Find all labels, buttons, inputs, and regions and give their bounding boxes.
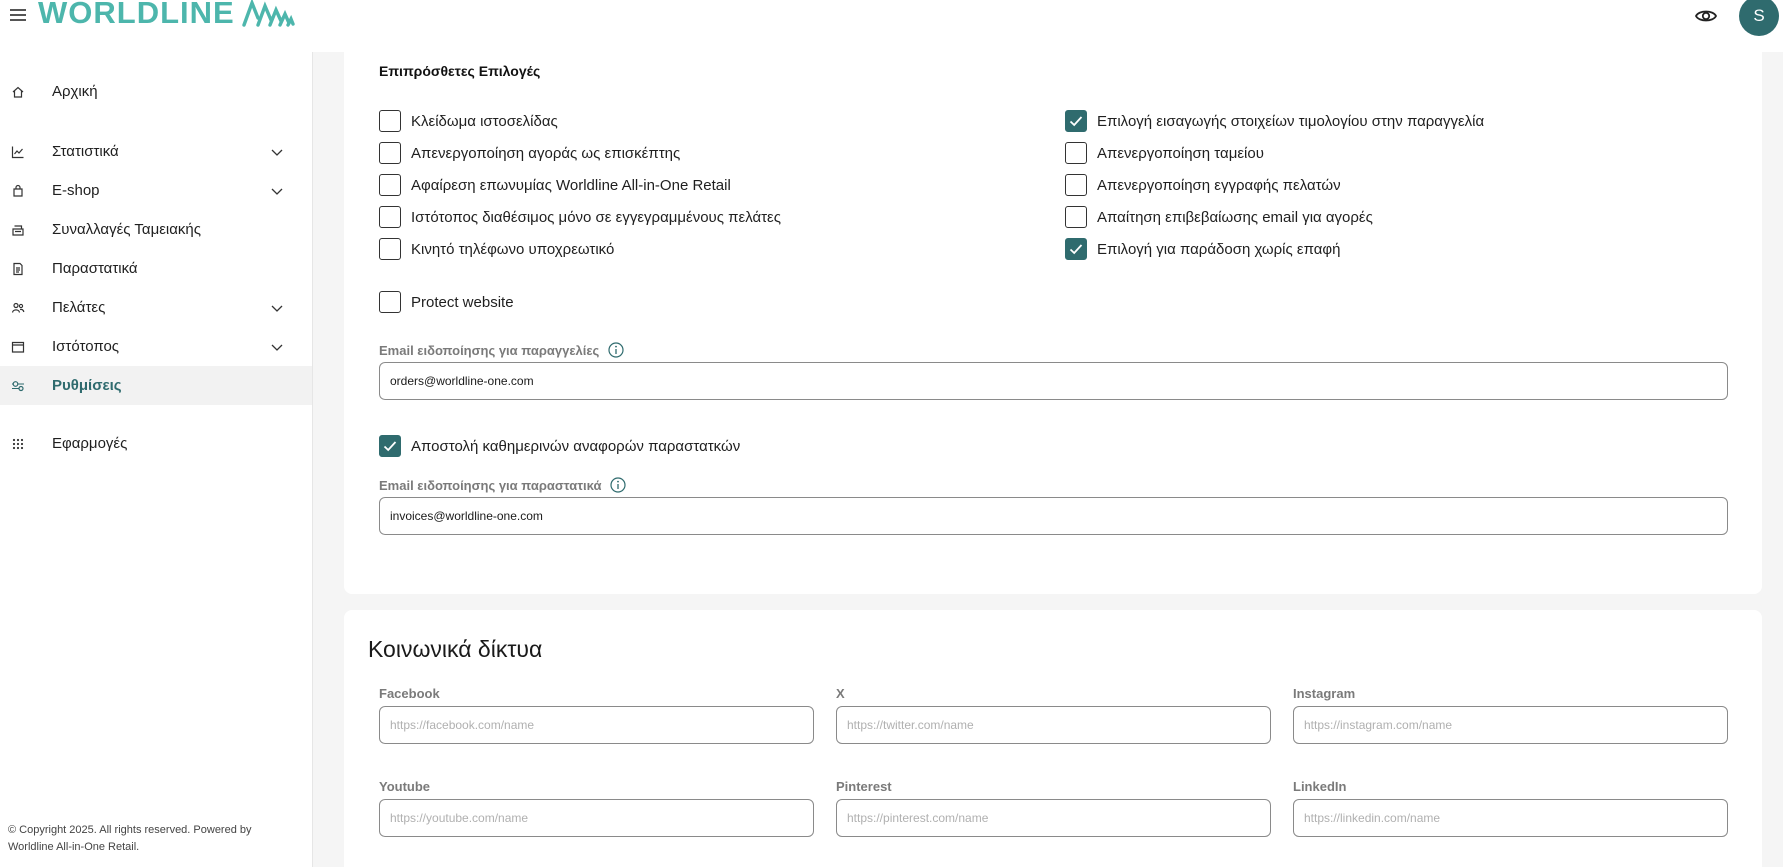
checkbox-box[interactable]: [1065, 238, 1087, 260]
youtube-label: Youtube: [379, 779, 431, 794]
checkbox-label: Απενεργοποίηση αγοράς ως επισκέπτης: [411, 144, 681, 162]
sidebar: [0, 52, 313, 867]
section-title: Επιπρόσθετες Επιλογές: [379, 63, 541, 79]
sidebar-item-apps-grid[interactable]: [0, 424, 312, 463]
chevron-down-icon[interactable]: [270, 301, 284, 315]
checkbox-box[interactable]: [1065, 174, 1087, 196]
daily-reports-checkbox[interactable]: [379, 435, 740, 457]
checkbox-label: Ιστότοπος διαθέσιμος μόνο σε εγγεγραμμένους πελάτες: [411, 208, 781, 226]
checkbox-box[interactable]: [1065, 110, 1087, 132]
checkbox-box[interactable]: [379, 206, 401, 228]
x-label: X: [836, 686, 845, 701]
field-label-text: Email ειδοποίησης για παραστατικά: [379, 477, 602, 493]
checkbox-box[interactable]: [379, 110, 401, 132]
checkbox-label: Απενεργοποίηση ταμείου: [1097, 144, 1264, 162]
option-checkbox-right-2[interactable]: [1065, 142, 1264, 164]
copyright-text: © Copyright 2025. All rights reserved. Powered by Worldline All-in-One Retail.: [8, 824, 252, 853]
instagram-label: Instagram: [1293, 686, 1356, 701]
info-icon[interactable]: [610, 477, 626, 493]
sidebar-item-document[interactable]: [0, 249, 312, 288]
document-icon: [11, 262, 25, 276]
youtube-url-input[interactable]: [379, 799, 814, 837]
checkbox-box[interactable]: [379, 174, 401, 196]
avatar[interactable]: S: [1739, 0, 1779, 36]
sidebar-item-label: Πελάτες: [52, 299, 106, 316]
shopping-bag-icon: [11, 184, 25, 198]
option-checkbox-left-2[interactable]: [379, 142, 680, 164]
sidebar-item-settings[interactable]: [0, 366, 312, 405]
checkbox-box[interactable]: [379, 435, 401, 457]
checkbox-label: Απαίτηση επιβεβαίωσης email για αγορές: [1097, 208, 1373, 226]
checkbox-label: Επιλογή για παράδοση χωρίς επαφή: [1097, 240, 1341, 258]
checkbox-box[interactable]: [379, 238, 401, 260]
worldline-logo[interactable]: [38, 0, 295, 30]
checkmark-icon: [382, 438, 398, 454]
invoices-email-input[interactable]: [379, 497, 1728, 535]
sidebar-item-label: Ιστότοπος: [52, 338, 120, 355]
option-checkbox-left-4[interactable]: [379, 206, 781, 228]
chevron-down-icon[interactable]: [270, 184, 284, 198]
option-checkbox-left-3[interactable]: [379, 174, 731, 196]
x-url-input[interactable]: [836, 706, 1271, 744]
top-bar: [0, 0, 1783, 52]
checkbox-label: Επιλογή εισαγωγής στοιχείων τιμολογίου στην παραγγελία: [1097, 112, 1485, 130]
sidebar-item-label: Παραστατικά: [52, 260, 138, 277]
logo-waves-icon: [241, 0, 295, 28]
home-icon: [11, 85, 25, 99]
sidebar-item-home[interactable]: [0, 72, 312, 111]
orders-email-input[interactable]: [379, 362, 1728, 400]
checkbox-label: Protect website: [411, 293, 514, 311]
sidebar-item-label: Αρχική: [52, 83, 98, 100]
sidebar-item-label: E-shop: [52, 182, 100, 199]
sidebar-item-chart[interactable]: [0, 132, 312, 171]
sidebar-item-label: Εφαρμογές: [52, 435, 128, 452]
field-label-text: Email ειδοποίησης για παραγγελίες: [379, 342, 600, 358]
chevron-down-icon[interactable]: [270, 340, 284, 354]
option-checkbox-left-5[interactable]: [379, 238, 614, 260]
info-icon[interactable]: [608, 342, 624, 358]
option-checkbox-right-4[interactable]: [1065, 206, 1373, 228]
pinterest-url-input[interactable]: [836, 799, 1271, 837]
linkedin-label: LinkedIn: [1293, 779, 1347, 794]
window-icon: [11, 340, 25, 354]
sidebar-item-shopping-bag[interactable]: [0, 171, 312, 210]
checkmark-icon: [1068, 113, 1084, 129]
checkbox-box[interactable]: [1065, 206, 1087, 228]
option-checkbox-left-1[interactable]: [379, 110, 558, 132]
orders-email-label: [379, 342, 624, 358]
checkbox-label: Αποστολή καθημερινών αναφορών παραστατκών: [411, 437, 741, 455]
instagram-url-input[interactable]: [1293, 706, 1728, 744]
protect-website-checkbox[interactable]: [379, 291, 514, 313]
eye-icon[interactable]: [1694, 4, 1718, 28]
option-checkbox-right-5[interactable]: [1065, 238, 1340, 260]
apps-grid-icon: [11, 437, 25, 451]
option-checkbox-right-1[interactable]: [1065, 110, 1484, 132]
users-icon: [11, 301, 25, 315]
option-checkbox-right-3[interactable]: [1065, 174, 1341, 196]
invoices-email-label: [379, 477, 626, 493]
checkbox-box[interactable]: [379, 142, 401, 164]
sidebar-item-users[interactable]: [0, 288, 312, 327]
sidebar-item-label: Στατιστικά: [52, 143, 119, 160]
facebook-label: Facebook: [379, 686, 440, 701]
checkbox-label: Αφαίρεση επωνυμίας Worldline All-in-One Retail: [411, 176, 731, 194]
checkbox-box[interactable]: [379, 291, 401, 313]
sidebar-item-label: Συναλλαγές Ταμειακής: [52, 221, 201, 238]
checkmark-icon: [1068, 241, 1084, 257]
facebook-url-input[interactable]: [379, 706, 814, 744]
chevron-down-icon[interactable]: [270, 145, 284, 159]
linkedin-url-input[interactable]: [1293, 799, 1728, 837]
sidebar-item-label: Ρυθμίσεις: [52, 377, 122, 394]
social-section-title: Κοινωνικά δίκτυα: [368, 636, 543, 662]
checkbox-label: Κλείδωμα ιστοσελίδας: [411, 112, 558, 130]
sidebar-item-register[interactable]: [0, 210, 312, 249]
register-icon: [11, 223, 25, 237]
checkbox-label: Απενεργοποίηση εγγραφής πελατών: [1097, 176, 1341, 194]
checkbox-label: Κινητό τηλέφωνο υποχρεωτικό: [411, 240, 615, 258]
chart-icon: [11, 145, 25, 159]
sidebar-item-window[interactable]: [0, 327, 312, 366]
pinterest-label: Pinterest: [836, 779, 892, 794]
checkbox-box[interactable]: [1065, 142, 1087, 164]
settings-icon: [11, 379, 25, 393]
hamburger-menu-icon[interactable]: [10, 6, 26, 22]
logo-text: WORLDLINE: [38, 0, 235, 30]
